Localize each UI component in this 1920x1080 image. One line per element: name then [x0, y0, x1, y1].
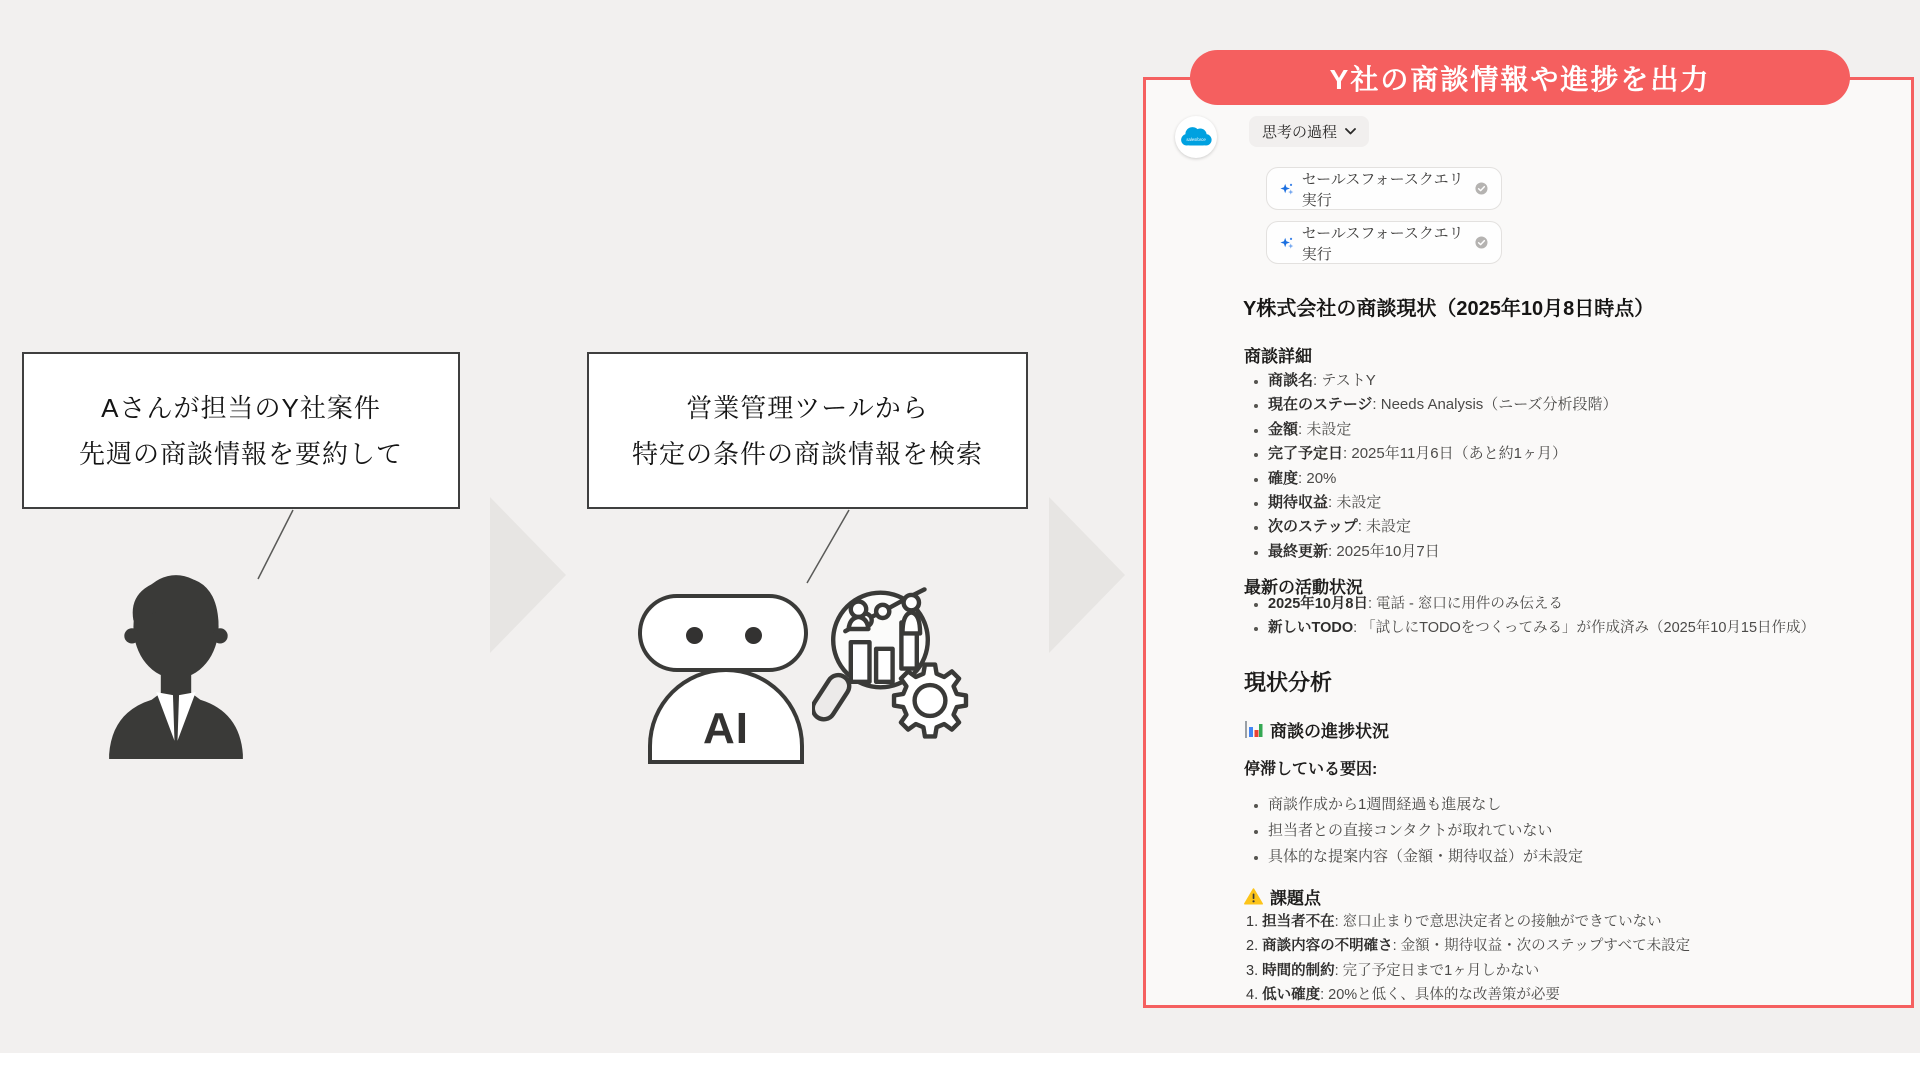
check-circle-icon	[1475, 235, 1488, 250]
section-heading-details: 商談詳細	[1244, 347, 1312, 366]
thinking-process-label: 思考の過程	[1262, 124, 1338, 141]
ai-robot-head-icon	[638, 594, 808, 672]
callout-text: 先週の商談情報を要約して	[78, 438, 403, 469]
sparkle-icon	[1280, 235, 1294, 251]
list-item: • 現在のステージ: Needs Analysis（ニーズ分析段階）	[1268, 393, 1618, 417]
list-item: • 商談作成から1週間経過も進展なし	[1268, 792, 1583, 818]
bottom-white-strip	[0, 1053, 1920, 1080]
robot-eye-icon	[745, 627, 762, 644]
sparkle-icon	[1280, 181, 1294, 197]
activity-list	[1251, 592, 1815, 640]
callout-box-user-request	[22, 352, 460, 509]
list-item: • 次のステップ: 未設定	[1268, 515, 1618, 539]
ai-label: AI	[703, 704, 749, 753]
output-banner	[1190, 50, 1850, 105]
list-item: • 新しいTODO: 「試しにTODOをつくってみる」が作成済み（2025年10月15日作成）	[1268, 616, 1815, 640]
salesforce-avatar	[1175, 116, 1217, 158]
subheading-label: 課題点	[1270, 889, 1321, 908]
chat-output-panel	[1143, 77, 1914, 1008]
flow-arrow-icon	[1049, 497, 1125, 653]
ai-robot-base-line	[648, 760, 804, 764]
tool-chip-label: セールスフォースクエリ実行	[1301, 224, 1464, 263]
svg-text:salesforce: salesforce	[1186, 137, 1206, 143]
list-item: • 2025年10月8日: 電話 - 窓口に用件のみ伝える	[1268, 592, 1815, 616]
callout-text: 営業管理ツールから	[686, 392, 929, 423]
subheading-progress	[1244, 717, 1389, 742]
list-item: 2. 商談内容の不明確さ: 金額・期待収益・次のステップすべて未設定	[1246, 938, 1691, 955]
subheading-issues	[1244, 884, 1321, 909]
list-item: • 完了予定日: 2025年11月6日（あと約1ヶ月）	[1268, 442, 1618, 466]
salesforce-logo-icon	[1179, 124, 1213, 150]
report-title: Y株式会社の商談現状（2025年10月8日時点）	[1243, 298, 1655, 320]
callout-text: Aさんが担当のY社案件	[101, 392, 381, 423]
list-item: • 金額: 未設定	[1268, 418, 1618, 442]
list-item: • 具体的な提案内容（金額・期待収益）が未設定	[1268, 844, 1583, 870]
tool-chip-label: セールスフォースクエリ実行	[1301, 170, 1464, 209]
check-circle-icon	[1475, 181, 1488, 196]
chevron-down-icon	[1345, 128, 1356, 135]
flow-arrow-icon	[490, 497, 566, 653]
thinking-process-chip[interactable]	[1249, 116, 1369, 147]
list-item: • 最終更新: 2025年10月7日	[1268, 540, 1618, 564]
tool-chip-salesforce-query[interactable]	[1266, 167, 1502, 210]
output-banner-label: Y社の商談情報や進捗を出力	[1329, 63, 1711, 95]
section-heading-activity: 最新の活動状況	[1244, 578, 1363, 597]
list-item: 3. 時間的制約: 完了予定日まで1ヶ月しかない	[1246, 962, 1540, 979]
list-item: • 期待収益: 未設定	[1268, 491, 1618, 515]
issues-list	[1246, 910, 1690, 1008]
callout-text: 特定の条件の商談情報を検索	[631, 438, 983, 469]
subheading-stagnation: 停滞している要因:	[1244, 761, 1378, 778]
ai-robot-body-icon	[648, 668, 804, 764]
subheading-label: 商談の進捗状況	[1270, 722, 1389, 741]
list-item: 4. 低い確度: 20%と低く、具体的な改善策が必要	[1246, 987, 1560, 1004]
list-item: 1. 担当者不在: 窓口止まりで意思決定者との接触ができていない	[1246, 914, 1662, 930]
businessman-silhouette-icon	[100, 568, 252, 760]
robot-eye-icon	[686, 627, 703, 644]
list-item: • 商談名: テストY	[1268, 369, 1618, 393]
callout-box-ai-search	[587, 352, 1028, 509]
details-list	[1251, 369, 1618, 564]
list-item: • 確度: 20%	[1268, 467, 1618, 491]
search-analytics-gear-icon	[812, 585, 982, 750]
section-heading-analysis: 現状分析	[1244, 670, 1333, 695]
list-item: • 担当者との直接コンタクトが取れていない	[1268, 818, 1583, 844]
bar-chart-icon	[1244, 720, 1263, 739]
stagnation-list	[1251, 792, 1583, 870]
warning-icon	[1244, 888, 1263, 905]
tool-chip-salesforce-query[interactable]	[1266, 221, 1502, 264]
